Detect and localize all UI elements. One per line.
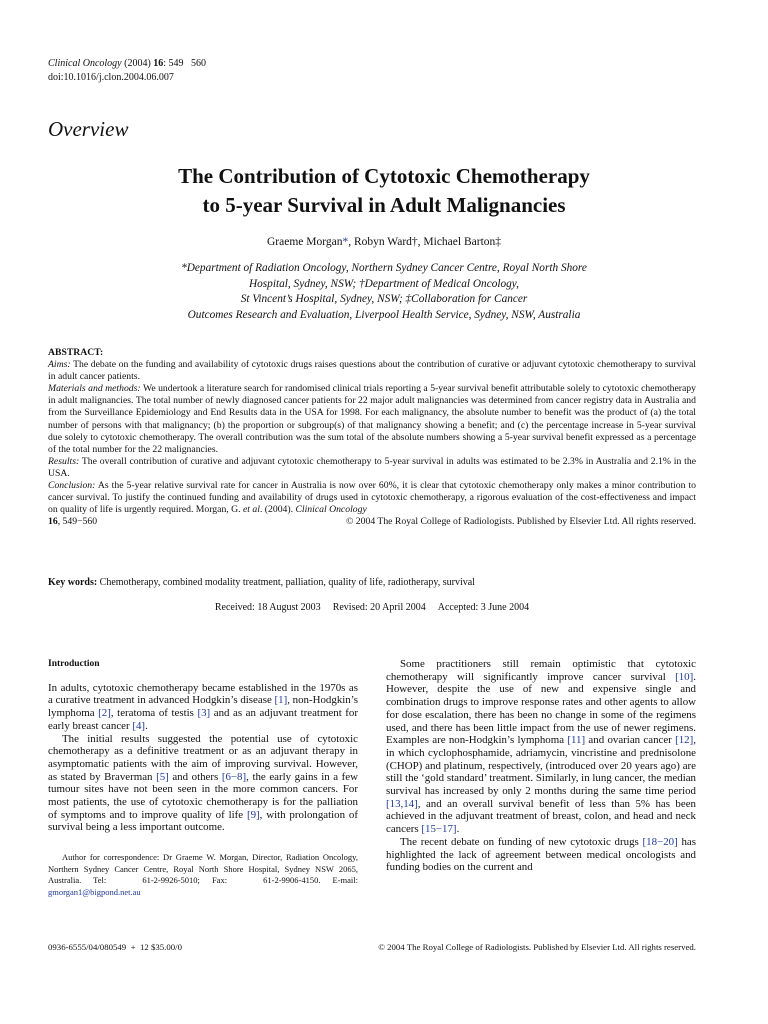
introduction-heading: Introduction xyxy=(48,659,100,669)
journal-pages: : 549 560 xyxy=(163,58,207,69)
correspondence-note xyxy=(48,852,358,898)
citation-journal: Clinical Oncology xyxy=(295,504,367,516)
citation-volume: 16 xyxy=(48,516,58,528)
text-run: . xyxy=(456,823,460,836)
title-line-2: to 5-year Survival in Adult Malignancies xyxy=(202,193,566,217)
text-run: and others xyxy=(168,770,222,783)
author-list xyxy=(60,236,708,248)
title-line-1: The Contribution of Cytotoxic Chemotherapy xyxy=(178,164,590,188)
reference-link[interactable]: [4] xyxy=(132,719,146,732)
footer-issn: 0936-6555/04/080549 + 12 $35.00/0 xyxy=(48,942,182,952)
email-link[interactable]: gmorgan1@bigpond.net.au xyxy=(48,886,141,897)
citation-year: . (2004). xyxy=(259,504,296,516)
methods-text: We undertook a literature search for randomised clinical trials reporting a 5-year survival benefit attributable solely to cytotoxic chemotherapy in adult malignancies. The total number of newly diagnosed cancer patients for 22 major adult malignancies was determined from cancer registry data in Australia and from the Surveillance Epidemiology and End Results data in the USA for 1998. For each malignancy, the absolute number to benefit was the product of (a) the total number of persons with that malignancy; (b) the proportion or subgroup(s) of that malignancy showing a benefit; and (c) the percentage increase in 5-year survival due solely to cytotoxic chemotherapy. The overall contribution was the sum total of the absolute numbers showing a 5-year survival benefit expressed as a percentage of the total number for the 22 malignancies. xyxy=(48,383,696,455)
journal-year: (2004) xyxy=(124,58,151,69)
text-run: Some practitioners still remain optimistic that cytotoxic chemotherapy will significantly improve cancer survival xyxy=(386,658,696,683)
author-1: Graeme Morgan xyxy=(266,236,343,248)
abstract-aims xyxy=(48,359,696,383)
text-run: , with prolongation of survival being a less important outcome. xyxy=(48,808,358,834)
affiliations xyxy=(100,261,668,323)
et-al: et al xyxy=(242,504,260,516)
affiliation-line: Outcomes Research and Evaluation, Liverpool Health Service, Sydney, NSW, Australia xyxy=(187,308,581,321)
accepted-date: Accepted: 3 June 2004 xyxy=(437,602,530,613)
text-run: and as an adjuvant treatment for early breast cancer xyxy=(48,707,359,732)
keywords-label: Key words: xyxy=(48,577,98,588)
text-run: . xyxy=(145,719,148,732)
right-column xyxy=(386,658,696,874)
article-title xyxy=(60,162,708,220)
text-run: Author for correspondence: Dr Graeme W. Morgan, Director, Radiation Oncology, Northern Sydney Cancer Centre, Royal North Shore Hospital, Sydney NSW 2065, Australia. Tel: 61-2-9926-5010; Fax: 61-2-9906-4150. E-mail: xyxy=(48,852,358,886)
citation-pages: , 549−560 xyxy=(57,516,98,528)
footer-copyright: © 2004 The Royal College of Radiologists. Published by Elsevier Ltd. All rights reserved. xyxy=(378,942,696,952)
reference-link[interactable]: [3] xyxy=(197,707,211,720)
abstract-results xyxy=(48,456,696,480)
conclusion-text: As the 5-year relative survival rate for cancer in Australia is now over 60%, it is clear that cytotoxic chemotherapy only makes a minor contribution to cancer survival. To justify the continued funding and availability of drugs used in cytotoxic chemotherapy, a rigorous evaluation of the cost-effectiveness and impact on quality of life is urgently required. Morgan, G. xyxy=(48,480,696,516)
author-1-affiliation-link[interactable]: * xyxy=(342,236,349,248)
text-run: . However, despite the use of new and expensive single and combination drugs to improve response rates and other agents to allow for dose escalation, there has been no change in some of the regimens used, and there has been little impact from the use of newer regimens. Examples are non-Hodgkin’s lymphoma xyxy=(386,670,696,747)
reference-link[interactable]: [1] xyxy=(274,694,288,707)
text-run: , and an overall survival benefit of less than 5% has been achieved in the adjuvant treatment of breast, colon, and head and neck cancers xyxy=(386,797,696,836)
aims-text: The debate on the funding and availability of cytotoxic drugs raises questions about the contribution of curative or adjuvant cytotoxic chemotherapy to survival in adult cancer patients. xyxy=(48,359,696,383)
text-run: and ovarian cancer xyxy=(585,734,676,747)
left-column xyxy=(48,658,358,899)
conclusion-label: Conclusion: xyxy=(48,480,96,492)
abstract-heading: ABSTRACT: xyxy=(48,347,104,358)
reference-link[interactable]: [2] xyxy=(98,707,111,720)
received-date: Received: 18 August 2003 xyxy=(214,602,321,613)
section-label: Overview xyxy=(48,117,129,141)
abstract xyxy=(48,347,696,529)
results-text: The overall contribution of curative and adjuvant cytotoxic chemotherapy to 5-year survival in adults was estimated to be 2.3% in Australia and 2.1% in the USA. xyxy=(48,455,696,479)
reference-link[interactable]: [9] xyxy=(246,808,260,821)
paragraph xyxy=(48,682,358,733)
text-run: , in which cyclophosphamide, adriamycin, vincristine and prednisolone (CHOP) and platinum, respectively, (introduced over 20 years ago) are still the ‘gold standard’ treatment. Similarly, in lung cancer, the median survival has increased by only 2 months during the same time period xyxy=(386,734,696,798)
doi: doi:10.1016/j.clon.2004.06.007 xyxy=(48,72,174,83)
affiliation-line: Hospital, Sydney, NSW; †Department of Medical Oncology, xyxy=(248,277,520,290)
reference-link[interactable]: [6−8] xyxy=(221,770,247,783)
reference-link[interactable]: [12] xyxy=(675,734,694,747)
reference-link[interactable]: [5] xyxy=(156,770,169,783)
text-run: The recent debate on funding of new cytotoxic drugs xyxy=(400,835,643,848)
reference-link[interactable]: [18−20] xyxy=(642,835,678,848)
citation-header xyxy=(48,57,206,85)
reference-link[interactable]: [11] xyxy=(567,734,586,747)
keywords-text: Chemotherapy, combined modality treatment, palliation, quality of life, radiotherapy, survival xyxy=(97,577,475,588)
article-dates xyxy=(48,602,696,613)
aims-label: Aims: xyxy=(48,359,71,371)
abstract-methods xyxy=(48,383,696,456)
affiliation-line: St Vincent’s Hospital, Sydney, NSW; ‡Collaboration for Cancer xyxy=(240,293,528,306)
journal-volume: 16 xyxy=(153,58,164,69)
paragraph xyxy=(48,733,358,835)
text-run: , the early gains in a few tumour sites have not been seen in the more common cancers. For most patients, the use of cytotoxic chemotherapy is for the palliation of symptoms and to improve quality of life xyxy=(48,770,359,821)
text-run: The initial results suggested the potential use of cytotoxic chemotherapy as a definitive treatment or as an adjuvant therapy in asymptomatic patients with the aim of improving survival. However, as stated by Braverman xyxy=(48,732,358,783)
affiliation-line: *Department of Radiation Oncology, Northern Sydney Cancer Centre, Royal North Shore xyxy=(181,262,587,274)
reference-link[interactable]: [15−17] xyxy=(421,823,457,836)
revised-date: Revised: 20 April 2004 xyxy=(332,602,426,613)
paragraph xyxy=(386,836,696,874)
abstract-copyright: © 2004 The Royal College of Radiologists. Published by Elsevier Ltd. All rights reserved. xyxy=(346,516,696,528)
text-run: , non-Hodgkin’s lymphoma xyxy=(48,694,359,720)
text-run: In adults, cytotoxic chemotherapy became established in the 1970s as a curative treatment in advanced Hodgkin’s disease xyxy=(48,681,358,707)
journal-name: Clinical Oncology xyxy=(48,58,122,69)
other-authors: , Robyn Ward†, Michael Barton‡ xyxy=(348,236,502,248)
text-run: , teratoma of testis xyxy=(110,707,198,720)
reference-link[interactable]: [10] xyxy=(675,670,694,683)
reference-link[interactable]: [13,14] xyxy=(386,797,418,810)
results-label: Results: xyxy=(48,455,80,467)
methods-label: Materials and methods: xyxy=(48,383,141,395)
text-run: has highlighted the lack of agreement between medical oncologists and funding bodies on the current and xyxy=(386,835,696,874)
paragraph xyxy=(386,658,696,836)
keywords xyxy=(48,577,696,588)
